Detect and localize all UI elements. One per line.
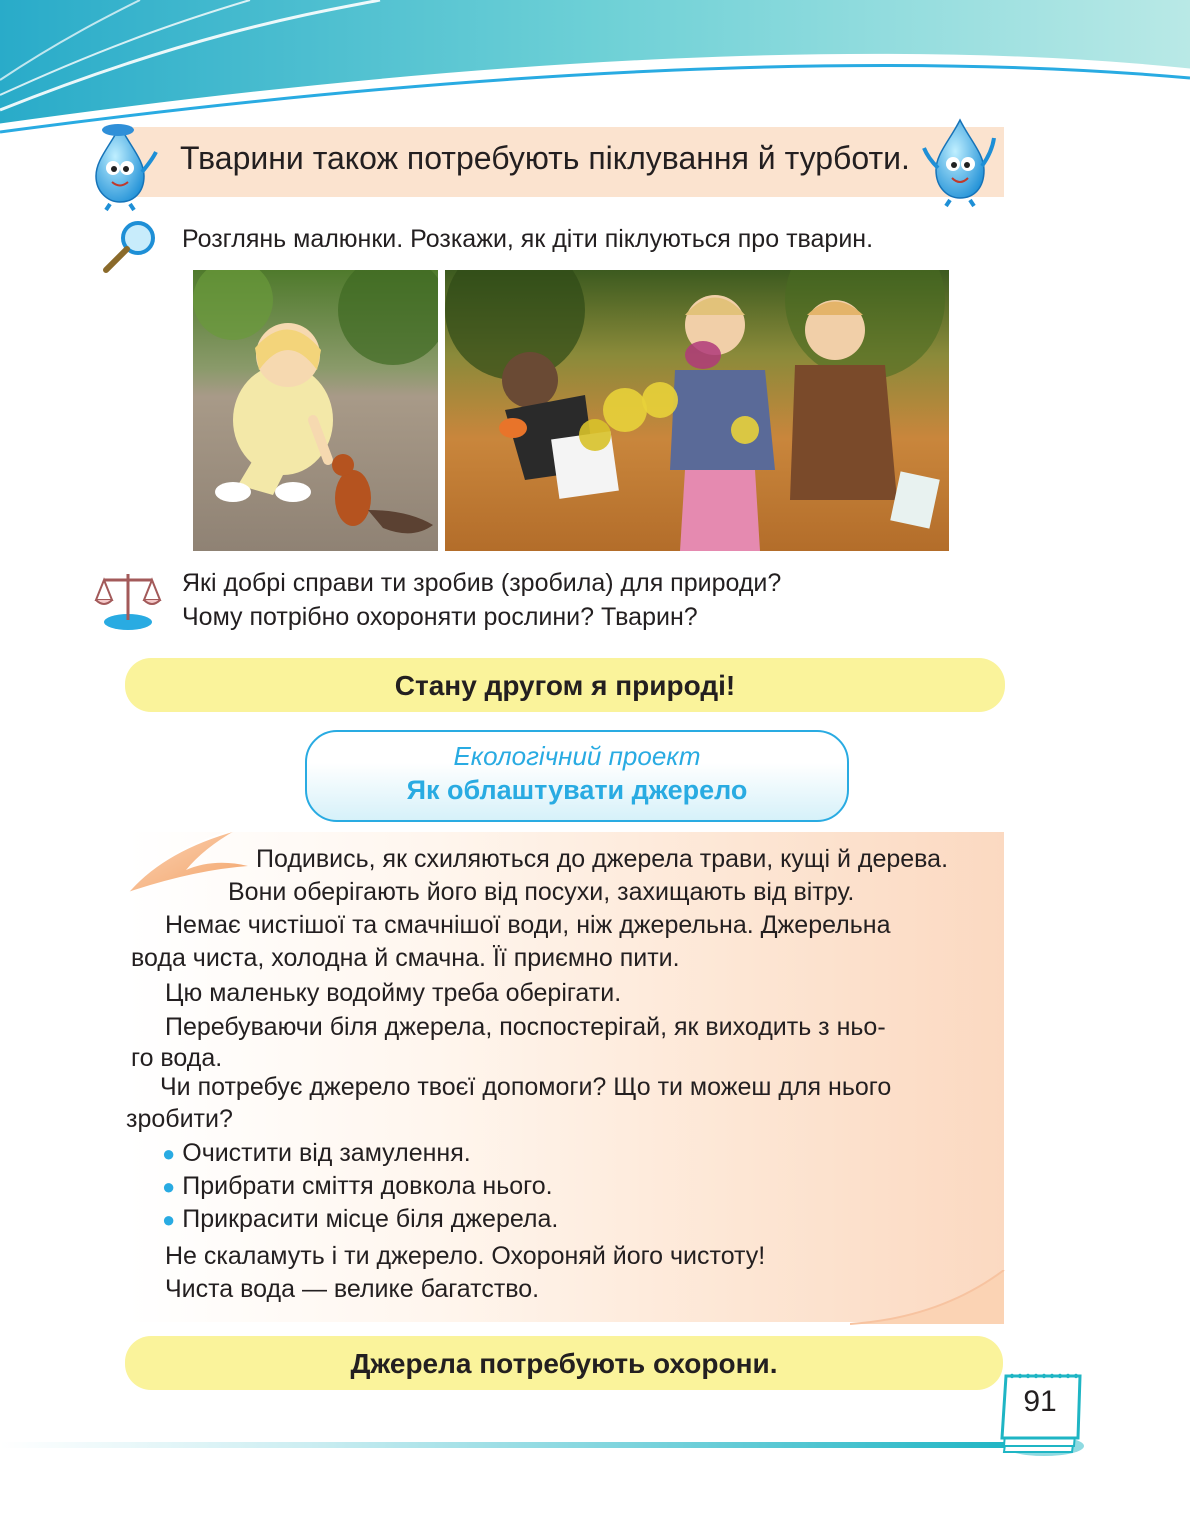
bullet-item-text: Очистити від замулення. <box>182 1139 471 1167</box>
think-task-line-2: Чому потрібно охороняти рослини? Тварин? <box>182 603 698 631</box>
body-line-8: Чи потребує джерело твоєї допомоги? Що ти можеш для нього <box>160 1073 892 1101</box>
bullet-item-text: Прикрасити місце біля джерела. <box>182 1205 559 1233</box>
body-line-1: Подивись, як схиляються до джерела трави, кущі й дерева. <box>256 845 949 873</box>
footer-banner: Джерела потребують охорони. <box>125 1336 1003 1390</box>
scales-icon <box>94 566 162 632</box>
closing-line-2: Чиста вода — велике багатство. <box>165 1275 540 1303</box>
page-number: 91 <box>1023 1385 1057 1418</box>
bullet-dot-icon: ● <box>162 1207 176 1232</box>
magnifier-icon <box>100 218 160 274</box>
body-line-2: Вони оберігають його від посухи, захищають від вітру. <box>228 878 855 906</box>
section-banner: Стану другом я природі! <box>125 658 1005 712</box>
project-box <box>305 730 849 822</box>
bullet-item-2 <box>162 1170 553 1203</box>
body-line-3: Немає чистішої та смачнішої води, ніж джерельна. Джерельна <box>165 911 891 939</box>
body-line-4: вода чиста, холодна й смачна. Її приємно пити. <box>131 944 680 972</box>
body-line-6: Перебуваючи біля джерела, поспостерігай, як виходить з ньо- <box>165 1013 886 1041</box>
project-subtitle: Екологічний проект <box>453 741 701 771</box>
think-task-line-1: Які добрі справи ти зробив (зробила) для природи? <box>182 569 782 597</box>
bottom-curl-decoration <box>850 1270 1006 1326</box>
closing-line-1: Не скаламуть і ти джерело. Охороняй його чистоту! <box>165 1242 766 1270</box>
body-line-9: зробити? <box>126 1105 233 1133</box>
top-decorative-band <box>0 0 1190 140</box>
bullet-dot-icon: ● <box>162 1174 176 1199</box>
body-line-7: го вода. <box>131 1044 223 1072</box>
girl-feeding-squirrel-photo <box>193 270 438 551</box>
project-title: Як облаштувати джерело <box>406 775 748 805</box>
bullet-dot-icon: ● <box>162 1141 176 1166</box>
bullet-item-text: Прибрати сміття довкола нього. <box>182 1172 553 1200</box>
look-task-text: Розглянь малюнки. Розкажи, як діти піклуються про тварин. <box>182 225 874 253</box>
water-drop-mascot-icon <box>82 112 162 212</box>
bottom-divider-line <box>0 1438 1010 1452</box>
header-banner-text: Тварини також потребують піклування й турботи. <box>180 140 910 176</box>
water-drop-mascot-waving-icon <box>920 108 1000 208</box>
children-with-magnifiers-photo <box>445 270 949 551</box>
bullet-item-1 <box>162 1137 471 1170</box>
bullet-item-3 <box>162 1203 558 1236</box>
body-line-5: Цю маленьку водойму треба оберігати. <box>165 979 622 1007</box>
